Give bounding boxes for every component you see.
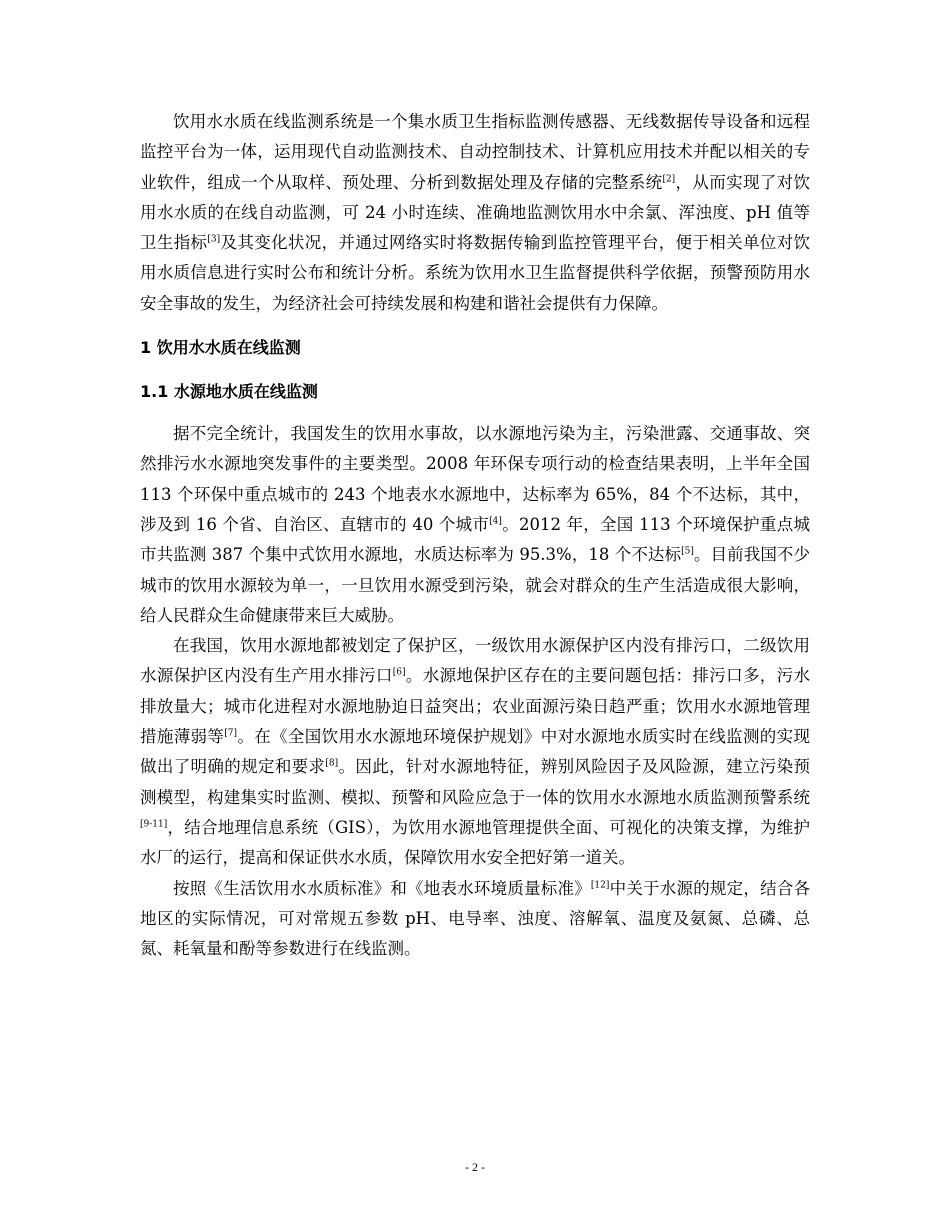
text-run: 及其变化状况，并通过网络实时将数据传输到监控管理平台，便于相关单位对饮用水质信息进行实时公布和统计分析。系统为饮用水卫生监督提供科学依据，预警预防用水安全事故的发生，为经济社会可持续发展和构建和谐社会提供有力保障。: [140, 233, 811, 313]
text-run: ，从而实现了对饮用水水质的在线自动监测，可 24 小时连续、准确地监测饮用水中余氯、浑浊度、pH 值等卫生指标: [140, 172, 811, 253]
text-run: 。水源地保护区存在的主要问题包括：排污口多，污水排放量大；城市化进程对水源地胁迫日益突出；农业面源污染日趋严重；饮用水水源地管理措施薄弱等: [140, 666, 811, 747]
page-number: - 2 -: [465, 1160, 485, 1174]
citation-ref: [9-11]: [140, 819, 168, 830]
citation-ref: [6]: [392, 667, 406, 678]
text-run: 。2012 年，全国 113 个环境保护重点城市共监测 387 个集中式饮用水源地，水质达标率为 95.3%，18 个不达标: [140, 514, 810, 565]
paragraph-intro: [140, 107, 810, 319]
paragraph-protection-zones: [140, 631, 810, 873]
text-run: 饮用水水质在线监测系统是一个集水质卫生指标监测传感器、无线数据传导设备和远程监控平台为一体，运用现代自动监测技术、自动控制技术、计算机应用技术并配以相关的专业软件，组成一个从取样、预处理、分析到数据处理及存储的完整系统: [140, 112, 810, 192]
text-run: 中关于水源的规定，结合各地区的实际情况，可对常规五参数 pH、电导率、浊度、溶解氧、温度及氨氮、总磷、总氮、耗氧量和酚等参数进行在线监测。: [140, 878, 811, 959]
text-run: ，结合地理信息系统（GIS），为饮用水源地管理提供全面、可视化的决策支撑，为维护水厂的运行，提高和保证供水水质，保障饮用水安全把好第一道关。: [140, 817, 810, 868]
paragraph-standards: [140, 874, 810, 965]
citation-ref: [5]: [681, 546, 694, 557]
text-run: 据不完全统计，我国发生的饮用水事故，以水源地污染为主，污染泄露、交通事故、突然排污水水源地突发事件的主要类型。2008 年环保专项行动的检查结果表明，上半年全国 113 个环保中重点城市的 243 个地表水水源地中，达标率为 65%，84 个不达标，其中，涉及到 16 个省、自治区、直辖市的 40 个城市: [140, 424, 810, 534]
citation-ref: [4]: [489, 516, 502, 527]
citation-ref: [2]: [662, 174, 676, 185]
paragraph-statistics: [140, 419, 810, 631]
text-run: 在我国，饮用水源地都被划定了保护区，一级饮用水源保护区内没有排污口，二级饮用水源保护区内没有生产用水排污口: [140, 636, 810, 686]
text-run: 按照《生活饮用水水质标准》和《地表水环境质量标准》: [173, 878, 591, 898]
document-body: [140, 107, 810, 964]
subsection-heading: 1.1 水源地水质在线监测: [140, 382, 318, 402]
citation-ref: [8]: [325, 758, 339, 769]
section-heading: 1 饮用水水质在线监测: [140, 338, 301, 358]
text-run: 。在《全国饮用水水源地环境保护规划》中对水源地水质实时在线监测的实现做出了明确的规定和要求: [140, 727, 811, 777]
citation-ref: [12]: [590, 880, 610, 891]
text-run: 。因此，针对水源地特征，辨别风险因子及风险源，建立污染预测模型，构建集实时监测、模拟、预警和风险应急于一体的饮用水水源地水质监测预警系统: [140, 757, 811, 807]
citation-ref: [3]: [207, 234, 221, 245]
text-run: 。目前我国不少城市的饮用水源较为单一，一旦饮用水源受到污染，就会对群众的生产生活造成很大影响，给人民群众生命健康带来巨大威胁。: [140, 545, 810, 625]
citation-ref: [7]: [224, 728, 238, 739]
